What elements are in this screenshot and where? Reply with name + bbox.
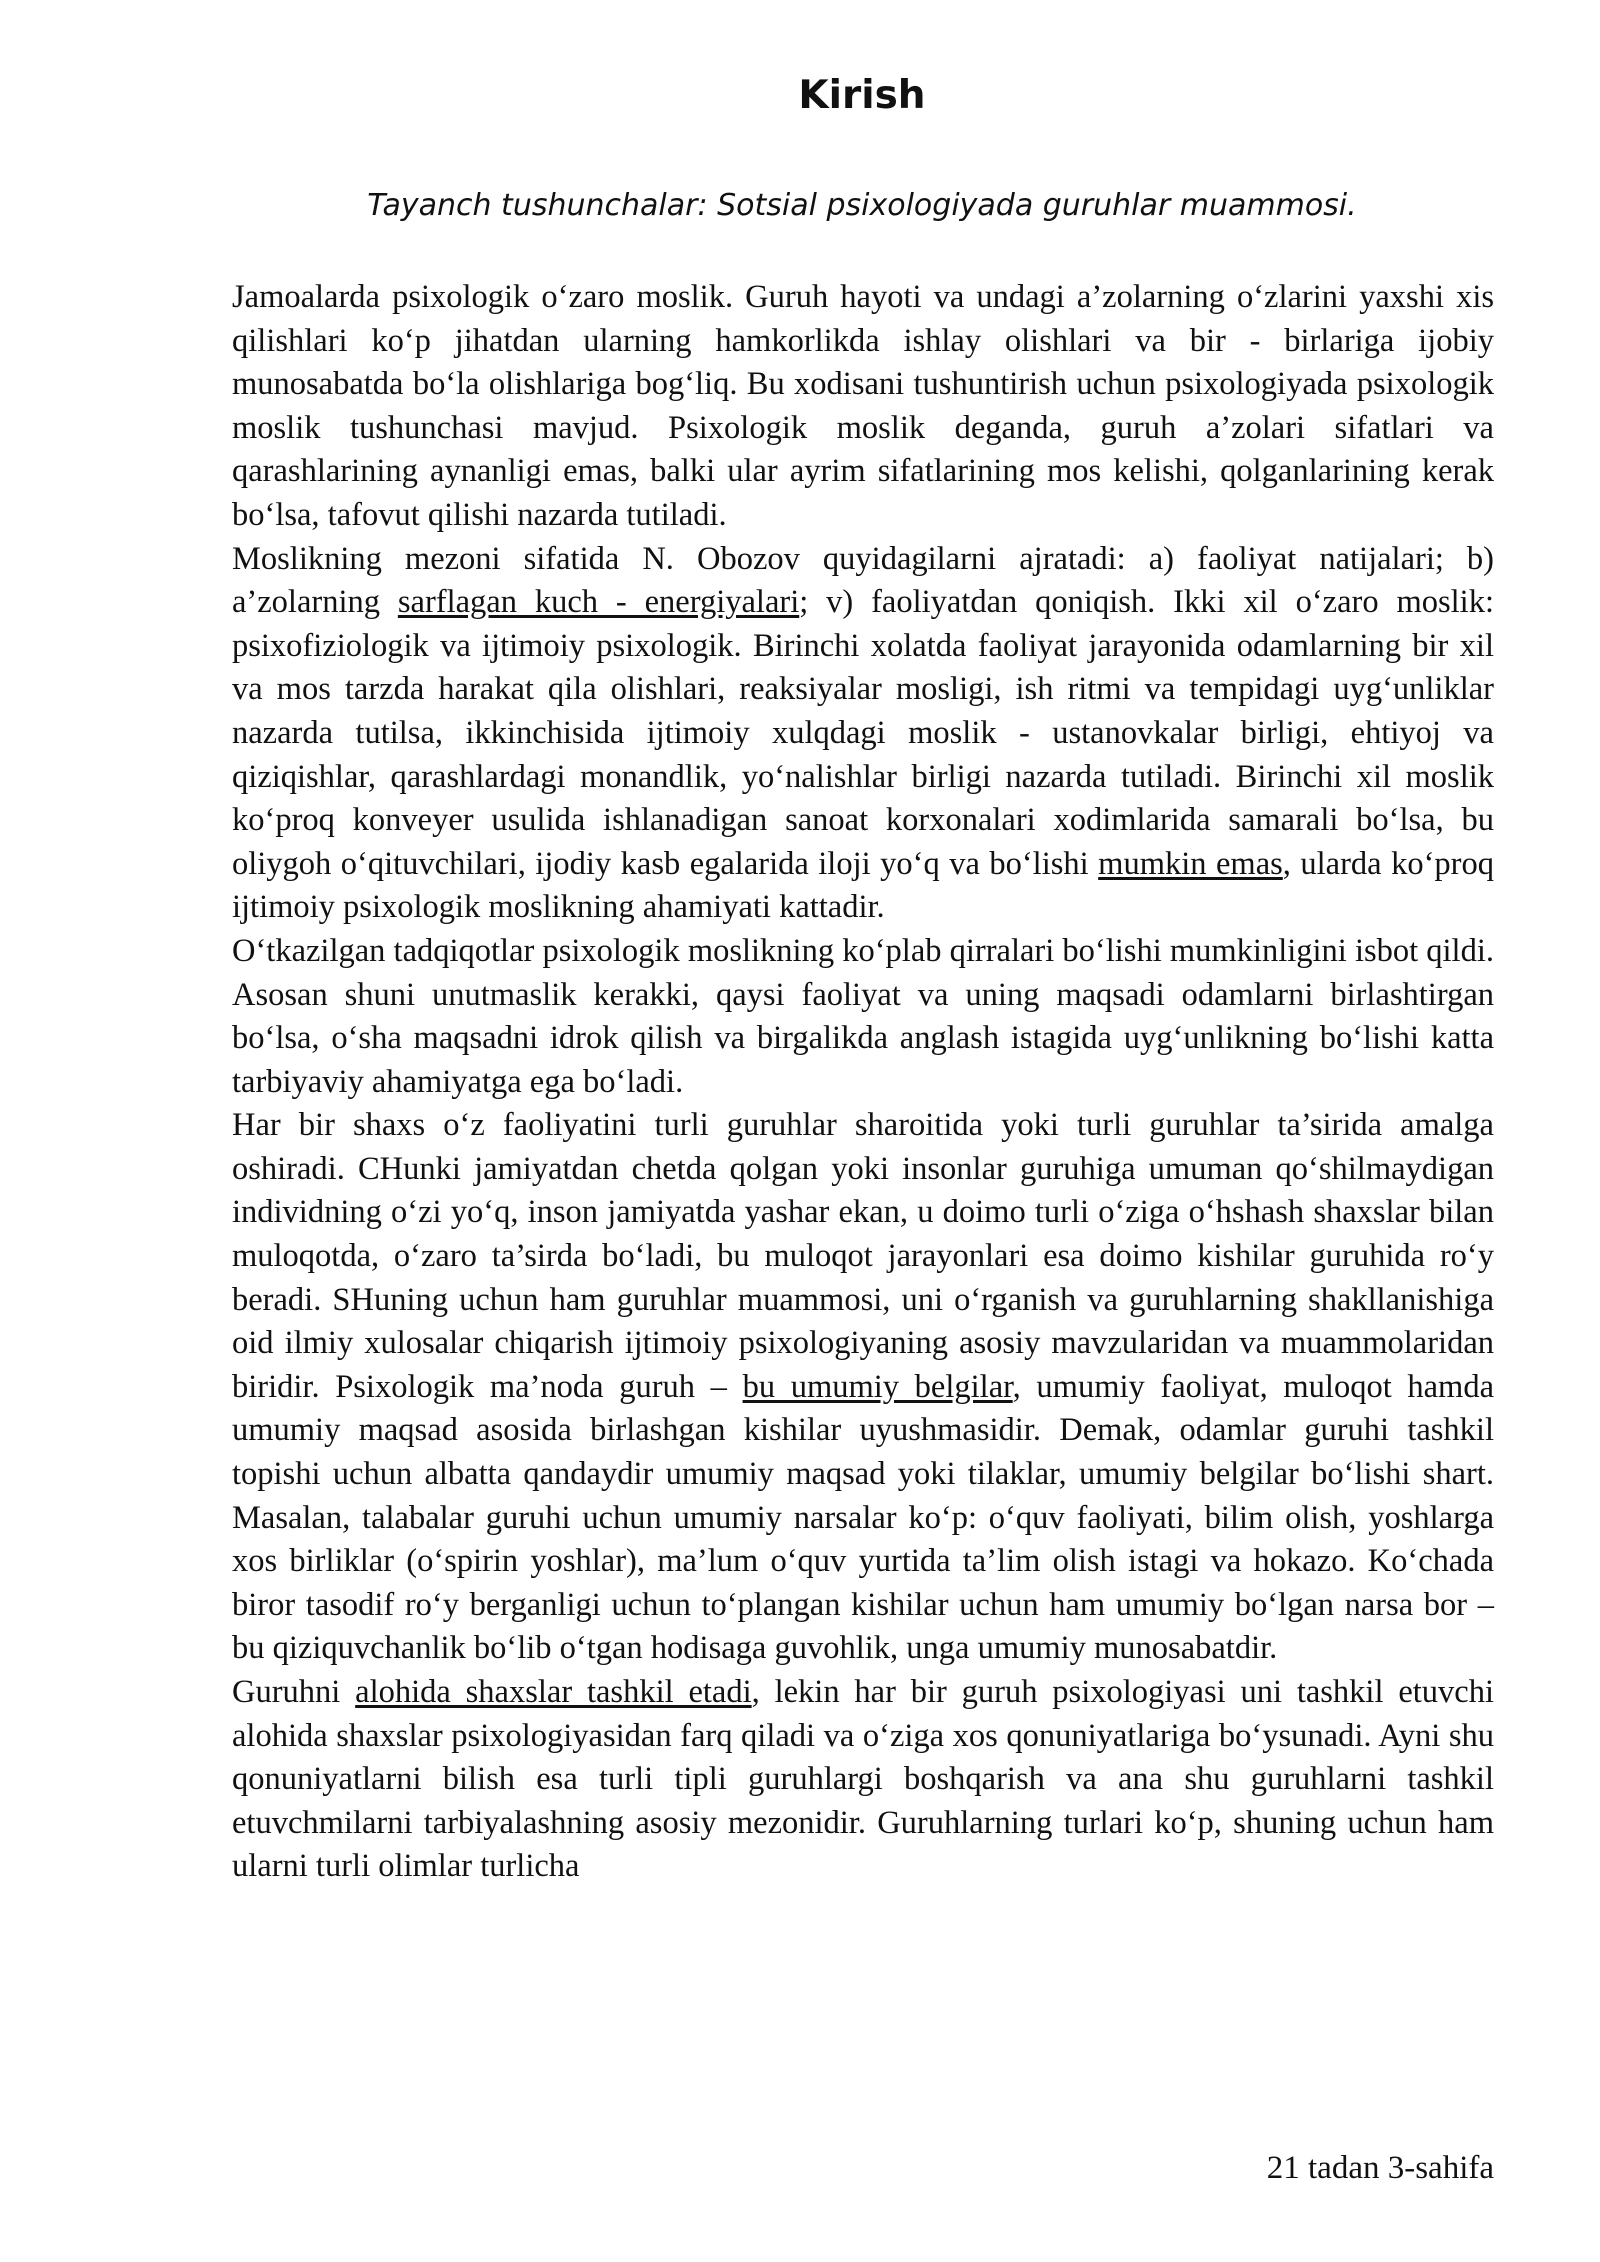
- text-run: ; v) faoliyatdan qoniqish. Ikki xil o‘zaro moslik: psixofiziologik va ijtimoiy psixologik. Birinchi xolatda faoliyat jarayonida odamlarning bir xil va mos tarzda harakat qila olishlari, reaksiyalar mosligi, ish ritmi va tempidagi uyg‘unliklar nazarda tutilsa, ikkinchisida ijtimoiy xulqdagi moslik - ustanovkalar birligi, ehtiyoj va qiziqishlar, qarashlardagi monandlik, yo‘nalishlar birligi nazarda tutiladi. Birinchi xil moslik ko‘proq konveyer usulida ishlanadigan sanoat korxonalari xodimlarida samarali bo‘lsa, bu oliygoh o‘qituvchilari, ijodiy kasb egalarida iloji yo‘q va bo‘lishi: [232, 584, 1494, 882]
- paragraph: [232, 276, 1494, 538]
- page-subtitle: Tayanch tushunchalar: Sotsial psixologiyada guruhlar muammosi.: [367, 188, 1357, 223]
- paragraph: [232, 1104, 1494, 1671]
- text-run: Guruhni: [232, 1674, 356, 1710]
- underlined-text: alohida shaxslar tashkil etadi: [355, 1674, 752, 1710]
- page-title: Kirish: [798, 73, 926, 118]
- text-run: , umumiy faoliyat, muloqot hamda umumiy maqsad asosida birlashgan kishilar uyushmasidir. Demak, odamlar guruhi tashkil topishi uchun albatta qandaydir umumiy maqsad yoki tilaklar, umumiy belgilar bo‘lishi shart. Masalan, talabalar guruhi uchun umumiy narsalar ko‘p: o‘quv faoliyati, bilim olish, yoshlarga xos birliklar (o‘spirin yoshlar), ma’lum o‘quv yurtida ta’lim olish istagi va hokazo. Ko‘chada biror tasodif ro‘y berganligi uchun to‘plangan kishilar uchun ham umumiy bo‘lgan narsa bor – bu qiziquvchanlik bo‘lib o‘tgan hodisaga guvohlik, unga umumiy munosabatdir.: [232, 1368, 1495, 1667]
- underlined-text: bu umumiy belgilar: [742, 1368, 1013, 1405]
- page-number: 21 tadan 3-sahifa: [1266, 2150, 1494, 2186]
- text-run: Moslikning mezoni sifatida N. Obozov quyidagilarni ajratadi: a) faoliyat natijalari; b) a’zolarning: [232, 540, 1494, 621]
- paragraph: [232, 1671, 1494, 1889]
- text-run: O‘tkazilgan tadqiqotlar psixologik moslikning ko‘plab qirralari bo‘lishi mumkinligini isbot qildi. Asosan shuni unutmaslik kerakki, qaysi faoliyat va uning maqsadi odamlarni birlashtirgan bo‘lsa, o‘sha maqsadni idrok qilish va birgalikda anglash istagida uyg‘unlikning bo‘lishi katta tarbiyaviy ahamiyatga ega bo‘ladi.: [232, 932, 1494, 1100]
- text-run: , ularda ko‘proq ijtimoiy psixologik moslikning ahamiyati kattadir.: [232, 845, 1494, 926]
- underlined-text: sarflagan kuch - energiyalari: [397, 584, 800, 621]
- text-run: Har bir shaxs o‘z faoliyatini turli guruhlar sharoitida yoki turli guruhlar ta’sirida amalga oshiradi. CHunki jamiyatdan chetda qolgan yoki insonlar guruhiga umuman qo‘shilmaydigan individning o‘zi yo‘q, inson jamiyatda yashar ekan, u doimo turli o‘ziga o‘hshash shaxslar bilan muloqotda, o‘zaro ta’sirda bo‘ladi, bu muloqot jarayonlari esa doimo kishilar guruhida ro‘y beradi. SHuning uchun ham guruhlar muammosi, uni o‘rganish va guruhlarning shakllanishiga oid ilmiy xulosalar chiqarish ijtimoiy psixologiyaning asosiy mavzularidan va muammolaridan biridir. Psixologik ma’noda guruh –: [232, 1107, 1494, 1405]
- text-run: , lekin har bir guruh psixologiyasi uni tashkil etuvchi alohida shaxslar psixologiyasidan farq qiladi va o‘ziga xos qonuniyatlariga bo‘ysunadi. Ayni shu qonuniyatlarni bilish esa turli tipli guruhlargi boshqarish va ana shu guruhlarni tashkil etuvchmilarni tarbiyalashning asosiy mezonidir. Guruhlarning turlari ko‘p, shuning uchun ham ularni turli olimlar turlicha: [232, 1674, 1494, 1885]
- paragraph: [232, 538, 1494, 930]
- paragraph: [232, 930, 1494, 1104]
- body-text: [232, 276, 1494, 1889]
- underlined-text: mumkin emas: [1098, 845, 1283, 882]
- text-run: Jamoalarda psixologik o‘zaro moslik. Guruh hayoti va undagi a’zolarning o‘zlarini yaxshi xis qilishlari ko‘p jihatdan ularning hamkorlikda ishlay olishlari va bir - birlariga ijobiy munosabatda bo‘la olishlariga bog‘liq. Bu xodisani tushuntirish uchun psixologiyada psixologik moslik tushunchasi mavjud. Psixologik moslik deganda, guruh a’zolari sifatlari va qarashlarining aynanligi emas, balki ular ayrim sifatlarining mos kelishi, qolganlarining kerak bo‘lsa, tafovut qilishi nazarda tutiladi.: [232, 279, 1494, 533]
